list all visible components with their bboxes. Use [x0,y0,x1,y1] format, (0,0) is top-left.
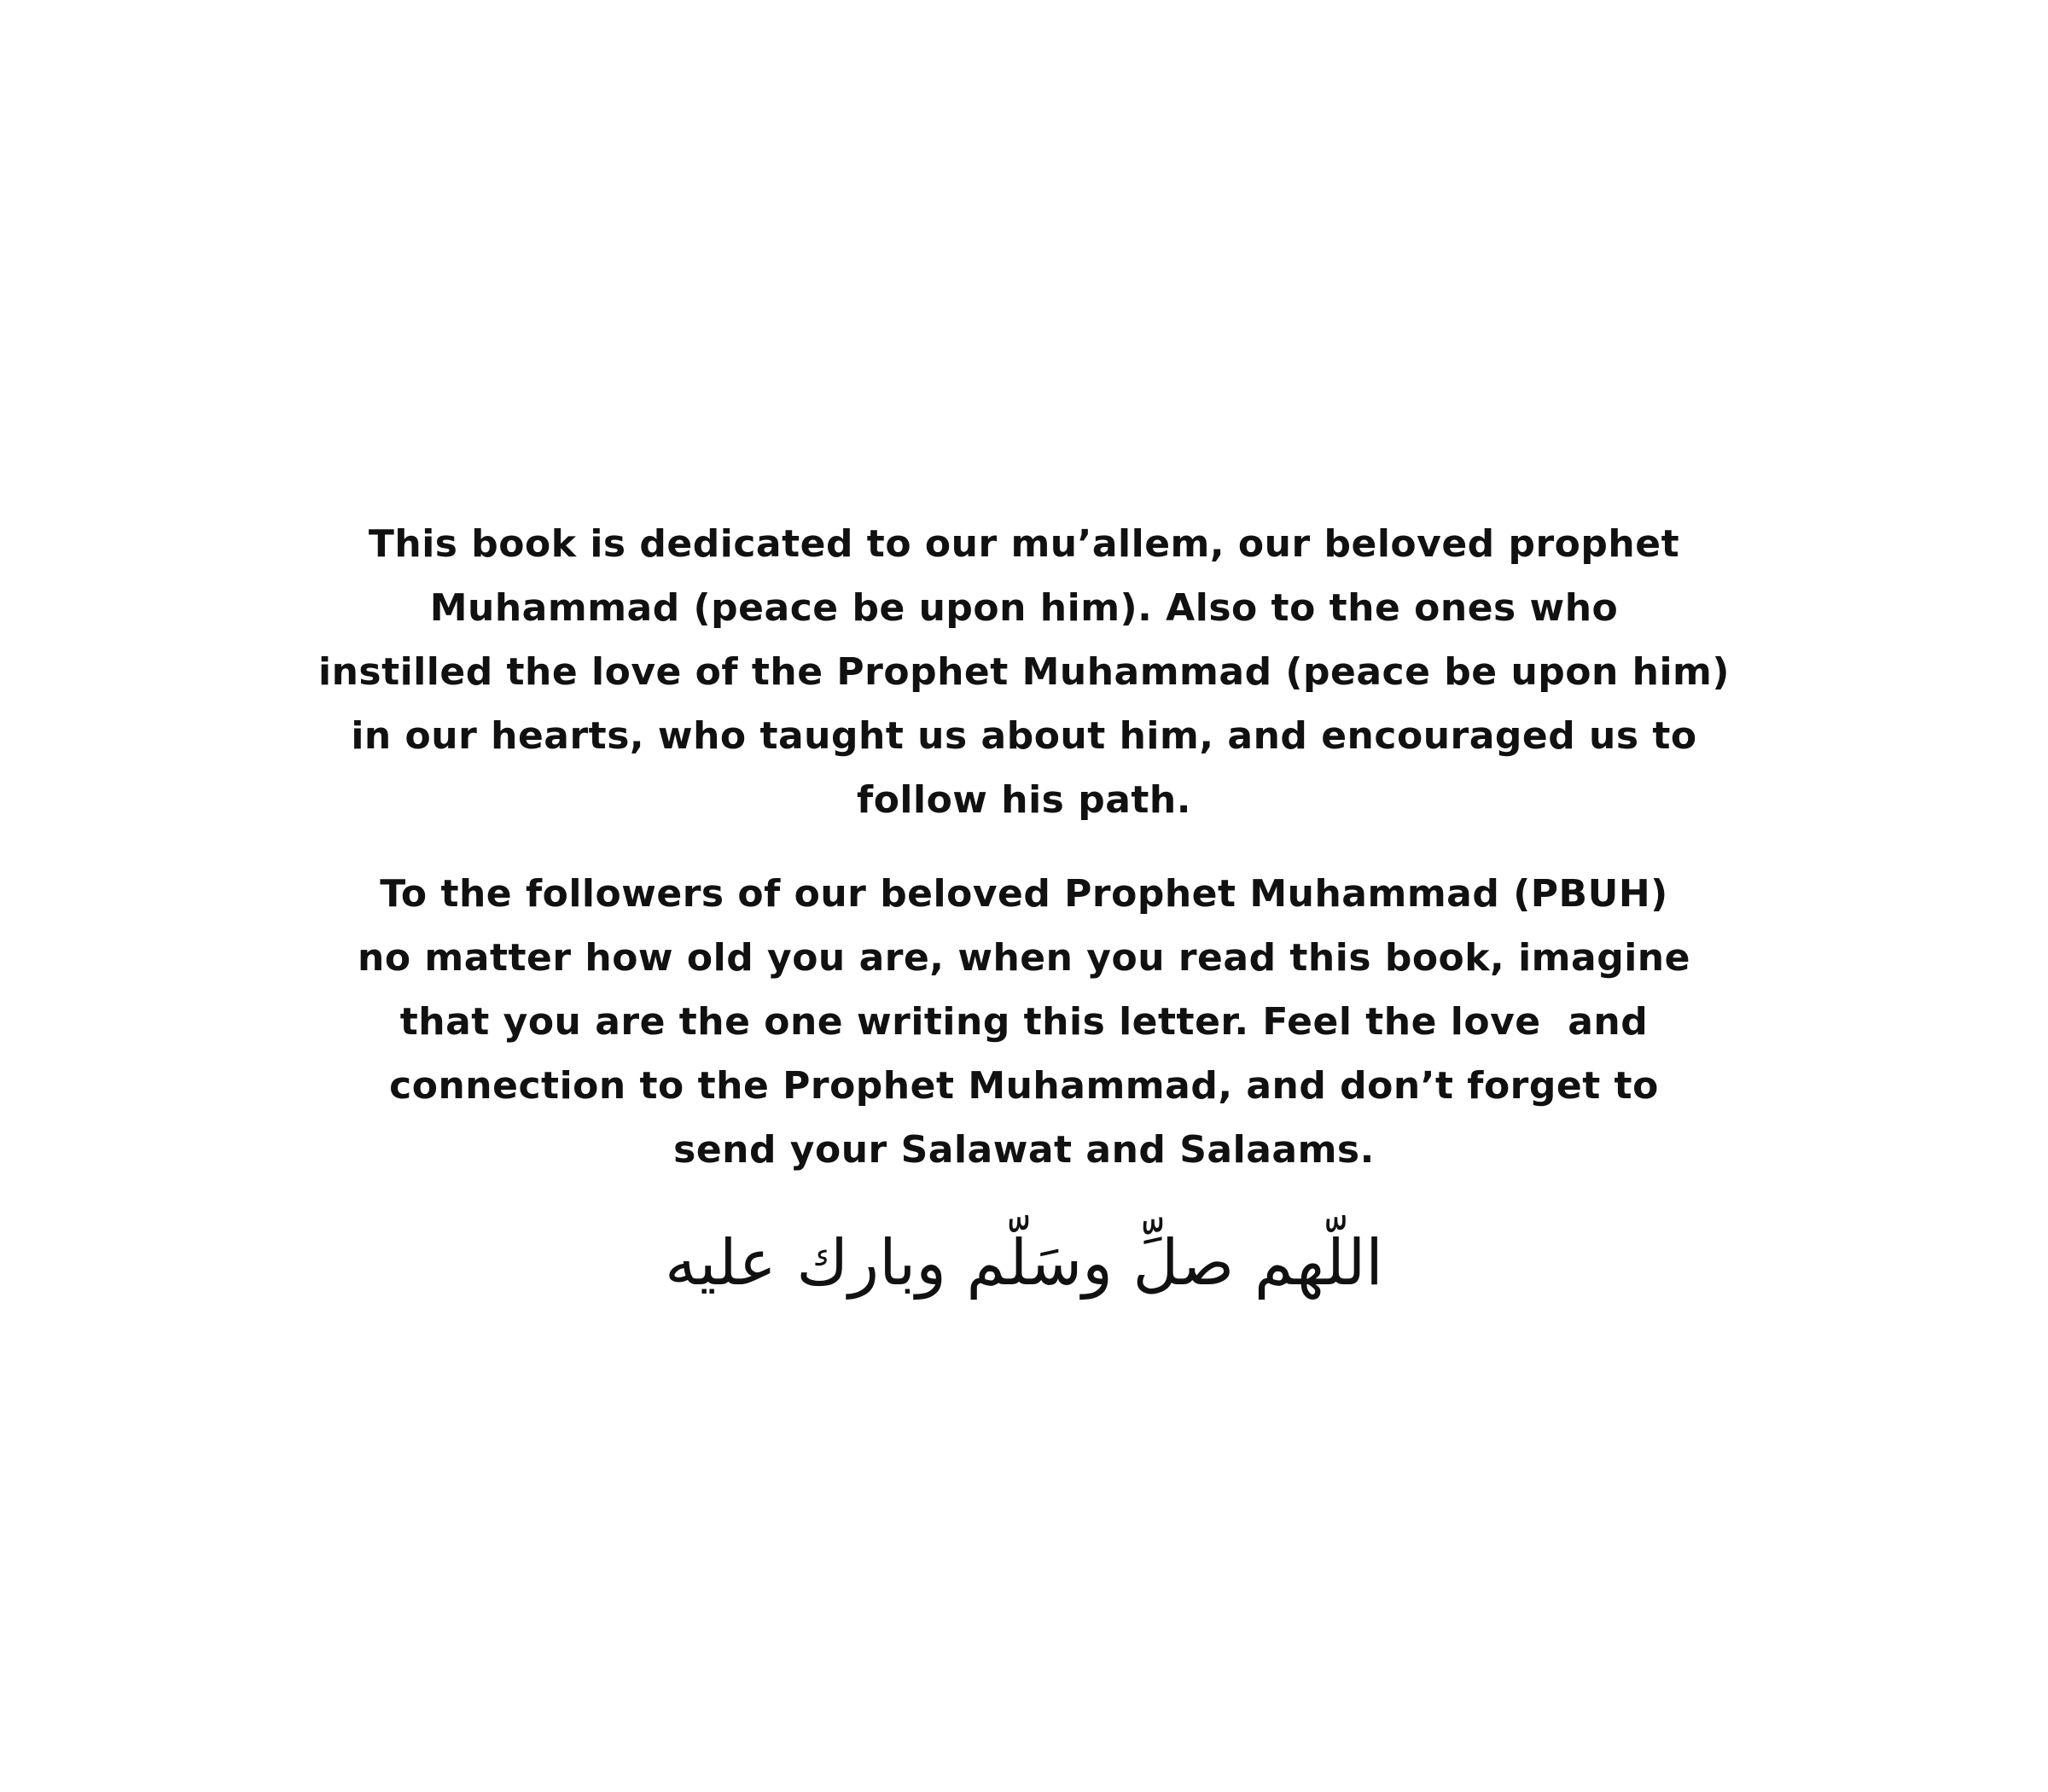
dedication-text [0,512,2048,1182]
arabic-blessing: اللّهم صلِّ وسَلّم وبارك عليه [665,1226,1383,1300]
dedication-line: instilled the love of the Prophet Muhammad (peace be upon him) [317,650,1730,694]
dedication-line: in our hearts, who taught us about him, and encouraged us to [351,714,1697,758]
dedication-line: follow his path. [857,778,1191,822]
dedication-line: connection to the Prophet Muhammad, and don’t forget to [389,1064,1659,1108]
dedication-line: To the followers of our beloved Prophet Muhammad (PBUH) [380,872,1668,916]
dedication-line: no matter how old you are, when you read this book, imagine [358,936,1690,980]
dedication-line: Muhammad (peace be upon him). Also to the ones who [429,586,1619,630]
dedication-paragraph-1 [0,512,2048,832]
dedication-paragraph-2 [0,862,2048,1182]
dedication-line: that you are the one writing this letter. Feel the love and [399,1000,1649,1044]
dedication-line: This book is dedicated to our mu’allem, our beloved prophet [368,522,1680,566]
dedication-line: send your Salawat and Salaams. [673,1128,1375,1172]
